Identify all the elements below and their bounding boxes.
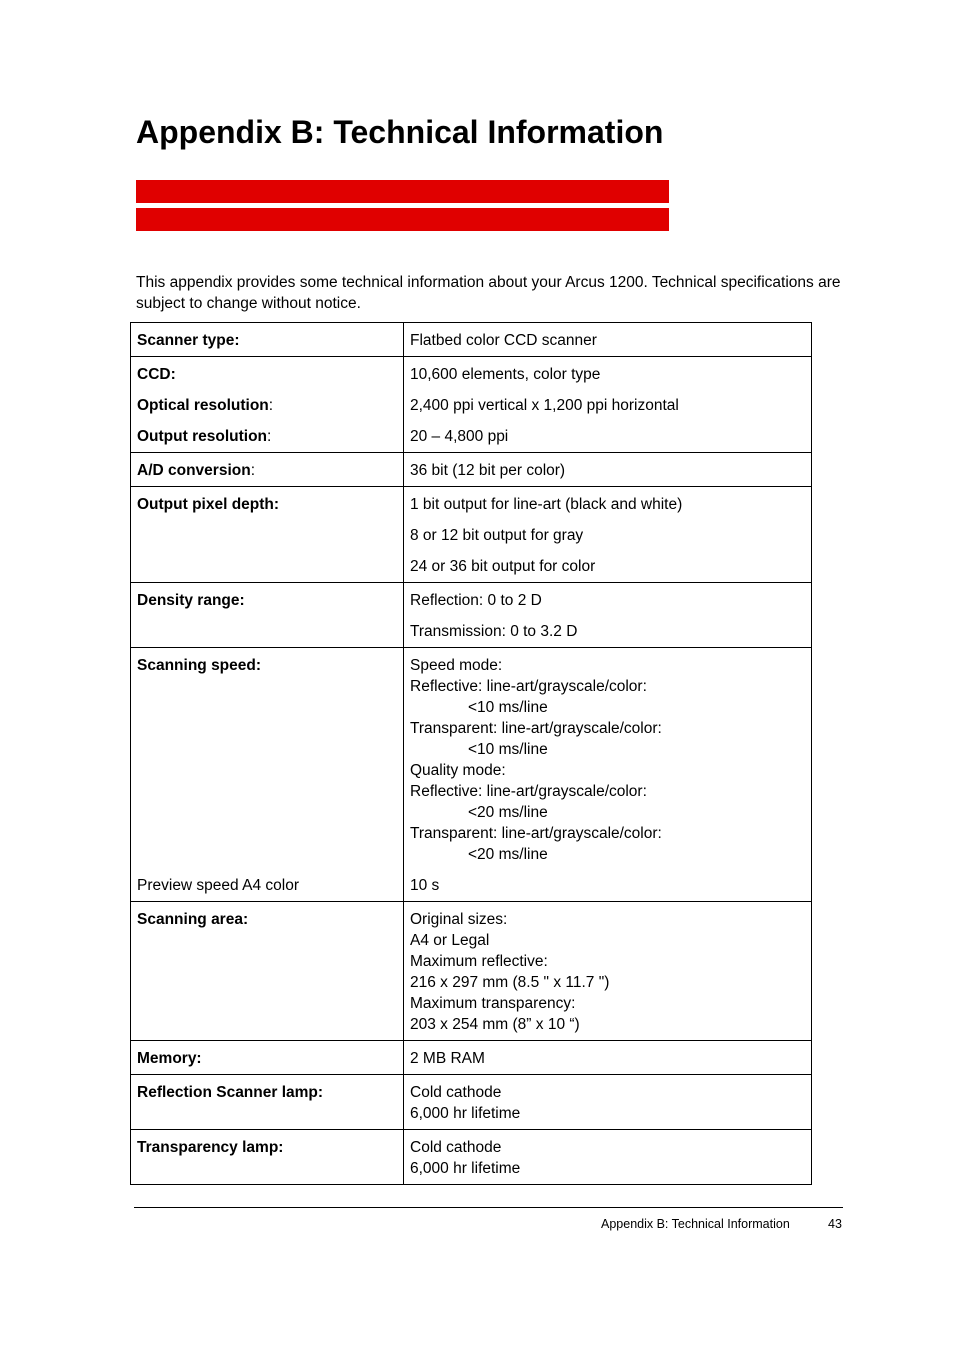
- spec-value: Reflective: line-art/grayscale/color:: [410, 783, 647, 800]
- spec-value-cell: [404, 357, 812, 453]
- spec-label-cell: CCD: Optical resolution: Output resolution:: [131, 357, 404, 453]
- spec-value: Original sizes:: [410, 911, 508, 928]
- spec-label: Output resolution: [137, 428, 268, 445]
- spec-value: A4 or Legal: [410, 932, 490, 949]
- spec-value: Transparent: line-art/grayscale/color:: [410, 720, 662, 737]
- table-row: [131, 1041, 812, 1075]
- table-row: [131, 487, 812, 583]
- spec-label: Scanner type:: [137, 332, 240, 349]
- table-row: [131, 357, 812, 453]
- page-title: Appendix B: Technical Information: [136, 114, 664, 150]
- spec-value: 2 MB RAM: [410, 1050, 485, 1067]
- spec-value-cell: [404, 1075, 812, 1130]
- spec-value: 2,400 ppi vertical x 1,200 ppi horizontal: [410, 397, 679, 414]
- spec-value: 10,600 elements, color type: [410, 366, 601, 383]
- spec-label-cell: [131, 648, 404, 902]
- spec-value: 24 or 36 bit output for color: [410, 558, 596, 575]
- red-banner-top: [136, 180, 669, 203]
- table-row: [131, 902, 812, 1041]
- preview-speed-value: 10 s: [410, 877, 440, 894]
- spec-value-cell: [404, 323, 812, 357]
- spec-value: Maximum transparency:: [410, 995, 576, 1012]
- preview-speed-label: Preview speed A4 color: [137, 877, 299, 894]
- spec-label-cell: A/D conversion:: [131, 453, 404, 487]
- spec-value: <20 ms/line: [468, 846, 548, 863]
- spec-value: Transparent: line-art/grayscale/color:: [410, 825, 662, 842]
- table-row: [131, 1130, 812, 1185]
- spec-table: [130, 322, 812, 1185]
- table-row: [131, 1075, 812, 1130]
- spec-label: Transparency lamp:: [137, 1139, 284, 1156]
- spec-label-cell: [131, 1130, 404, 1185]
- spec-value: Quality mode:: [410, 762, 506, 779]
- spec-value: Transmission: 0 to 3.2 D: [410, 623, 578, 640]
- spec-label: Memory:: [137, 1050, 202, 1067]
- spec-label: Output pixel depth:: [137, 496, 280, 513]
- spec-value: 6,000 hr lifetime: [410, 1160, 521, 1177]
- spec-value: <10 ms/line: [468, 741, 548, 758]
- spec-value: Cold cathode: [410, 1084, 502, 1101]
- footer-divider: [134, 1207, 843, 1208]
- spec-value: Maximum reflective:: [410, 953, 548, 970]
- spec-label: CCD:: [137, 366, 176, 383]
- spec-label: Scanning speed:: [137, 657, 262, 674]
- footer-section-title: Appendix B: Technical Information: [601, 1217, 790, 1231]
- spec-value-cell: [404, 583, 812, 648]
- spec-value: <10 ms/line: [468, 699, 548, 716]
- spec-value: 36 bit (12 bit per color): [410, 462, 566, 479]
- spec-value: Speed mode:: [410, 657, 503, 674]
- spec-label-cell: [131, 1075, 404, 1130]
- spec-value: Reflection: 0 to 2 D: [410, 592, 542, 609]
- spec-label-cell: [131, 902, 404, 1041]
- table-row: [131, 453, 812, 487]
- spec-value-cell: [404, 453, 812, 487]
- spec-value-cell: [404, 902, 812, 1041]
- spec-value: 6,000 hr lifetime: [410, 1105, 521, 1122]
- spec-value: <20 ms/line: [468, 804, 548, 821]
- spec-label-cell: [131, 583, 404, 648]
- table-row: [131, 583, 812, 648]
- spec-value-cell: [404, 487, 812, 583]
- intro-paragraph: This appendix provides some technical information about your Arcus 1200. Technical specifications are subject to change without notice.: [136, 274, 841, 312]
- spec-value-cell: [404, 648, 812, 902]
- table-row: [131, 323, 812, 357]
- spec-label-cell: [131, 1041, 404, 1075]
- spec-label: Optical resolution: [137, 397, 269, 414]
- spec-value: 216 x 297 mm (8.5 " x 11.7 "): [410, 974, 610, 991]
- spec-value: 8 or 12 bit output for gray: [410, 527, 584, 544]
- spec-label: Reflection Scanner lamp:: [137, 1084, 324, 1101]
- spec-value: Flatbed color CCD scanner: [410, 332, 597, 349]
- spec-value: Cold cathode: [410, 1139, 502, 1156]
- spec-label: Scanning area:: [137, 911, 249, 928]
- spec-label: Density range:: [137, 592, 245, 609]
- spec-label-cell: [131, 323, 404, 357]
- spec-value-cell: [404, 1130, 812, 1185]
- spec-value-cell: [404, 1041, 812, 1075]
- red-banner-bottom: [136, 208, 669, 231]
- spec-value: Reflective: line-art/grayscale/color:: [410, 678, 647, 695]
- footer-page-number: 43: [828, 1217, 842, 1231]
- spec-value: 1 bit output for line-art (black and white): [410, 496, 683, 513]
- spec-value: 20 – 4,800 ppi: [410, 428, 509, 445]
- spec-value: 203 x 254 mm (8” x 10 “): [410, 1016, 580, 1033]
- spec-label: A/D conversion: [137, 462, 251, 479]
- table-row: [131, 648, 812, 902]
- spec-label-cell: [131, 487, 404, 583]
